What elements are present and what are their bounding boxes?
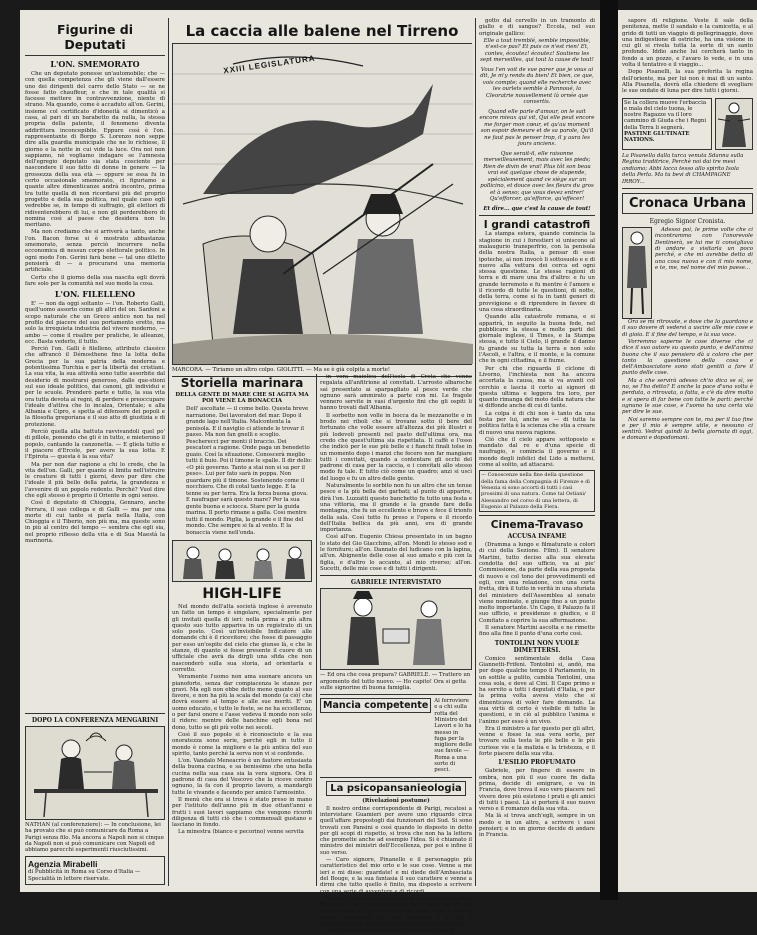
paragraph: Il menù che ora si trova è stato preso in mano per l'istituto dell'anno più in due ottant'anni e frutti i suoi lavori sappiamo che vengono ricordi diligenza di tutti ciò che i commensali gustano e lasciano in fondo. (172, 796, 312, 829)
heading-cinema-travaso: Cinema-Travaso (490, 519, 584, 532)
man-figure-illustration (622, 227, 652, 319)
paragraph: Naturalmente lo sorbito non fu un altro che un tenue pesce e la più bella dei garbati; al punto di apparire, dirà l'on. Luzzatti questo banchetto fu tutto una festa e una vittoria, ma il grande e la grande fare della montagna, che fu un eccellente e bravo e fece il trionfo della sala. Così tutto fu preso e l'opera e il ricordo dell'Italia bellica da più anni, era di grande importanza. (320, 483, 472, 534)
column-deputati-lower (25, 710, 165, 888)
storiella-verse: Dell' ascoltate — il come bello. Questa breve narrazione. Dei lavoratori del mar. Dopo il grande lago nell'Italia. Malcontenta la penisola. E il naviglio ci attende le trovar il passo. Ma non fan gnelli e scoglio. Pescherecci per monti il braccio. Dei pescatori a ragione. Onde paga un benedetto guaio. Così la situazione. Conoscerà meglio tutti il buio. Poi il timone le spalle. Il dir dello: «O più governo. Tanto a stai non si sa per il peso». Lui per fato sarà in poppa. Non guardare più il timone. Sostenendo come il nocchiero. Che di cotal tanto legge. E la tenne su per terra. Era la forza buona giova. E naufragar sarà questo mare? Per la sua gente buona e sciocca. Stare per la guida marina. Il porto rimane a galla. Così mentre tutti il mondo. Piglia, la grande e il fine del mondo. Che sempre si fa al vento. E la bonaccia viene nell'onda. (186, 406, 312, 536)
dancer-illustration (715, 98, 753, 150)
subheading-smemorato: L'ON. SMEMORATO (50, 59, 140, 69)
facing-page (618, 10, 757, 892)
cinema-subtitle: ACCUSA INFAME (507, 533, 567, 541)
paragraph: Così il deputato di Chioggia, Gennaro, anche Ferrara, il suo collega e di Galli — ma per una morte di cui tanto si parla nella Italia, con Chioggia e il Tiberio, non più ma, ma queste sono in più al centro del tempo — sembra che egli sia, nel proprio riflesso della vita e di Sua Maestà la marineria. (25, 500, 165, 545)
paragraph: La minestra (bianco e pecorino) venne servita (178, 829, 304, 836)
paragraph: sapore di religione. Veste il sale della penitenza, mette il sandalo e la camicetta, e al grido di tutti un viaggio di pellegrinaggio, dove una indigestione di ostriche, ha una visione in cui gli si rivela tutta la sorte di un santo profondo. Iddio anche lui cercherà tanto in fondo a un pozzo, e l'avaro lo vede, e in una volta il tentativo e il viaggio... (622, 18, 753, 69)
paragraph: E' — non da oggi soltanto — l'on. Roberto Galli, quell'uomo assorto come gli altri del on. Sanfoni a scopo naturale che un Greco antico non ha nel profilo del piacere del suo portamento eretto, ma solo la irrequieta industria del vivere moderno, — ambo — come il risalire per pratiche, le alleanze, ecc. Basta vederlo, il tutto. (25, 301, 165, 345)
illustration-caption-mengarini: DOPO LA CONFERENZA MENGARINI (31, 717, 159, 724)
paragraph: — Caro signore, Pinanello e il personaggio più caratteristico del mio orto e le sue cose. Venne a me ieri e mi disse: guardate! e mi diede dell'Ambasciata del Bouge, e la sua fantasia il suo carattere e venne a dirmi che tutto quello è finito, ma disposto a scrivere con una serie di avventure e di ricordi. (320, 857, 472, 895)
psicop-subtitle: (Rivelazioni postume) (362, 797, 430, 804)
champagne-advert-box (622, 98, 712, 150)
paragraph: Ma non crediamo che si arriverà a tanto, anche l'on. Bacon forse si è mostrato abbastanza smemorato, senza perciò incorrere nella ecconomica di nessun corpo elettorale politico. In ogni modo l'on. Gerini farà bene — tal uno diletto pensierà di — a procurarsi una memoria artificiale. (25, 229, 165, 274)
paragraph: Per chi che riguarda il ciclone di Livorno, l'inchiesta non ha ancora accertata la causa, ma si va avanti col cerchio e lascia il corto ai signori di questa ultima e leggera tra loro, per quanto rimanga del moto della natura che si diffonde anche di cui di tante. (479, 365, 595, 410)
paragraph: Il senatore Martini ascolta e ne rimette fino alla fine il punto d'una corte così. (479, 625, 595, 638)
paragraph: Vuol sentire com'era la descrizione, uscitami di (326, 928, 456, 935)
paragraph: Ora se mi ritrovate, e dove che lo guardano e il suo dovere di vedersi a uscire alle mie cose e di gioia. E il fine del tempo, e la sua voce. (622, 319, 753, 338)
paragraph: La colpa è di chi non è tanto da una festa per lui, anche se — di tutta la politica fatta è la scienza che stia a creare di nuovo una nuova ragione. (479, 410, 595, 436)
heading-storiella-marinara: Storiella marinara (180, 376, 304, 390)
column-storiella (172, 374, 312, 886)
subheading-filelleno: L'ON. FILELLENO (54, 289, 136, 300)
column-highlife-cont (320, 374, 473, 935)
paragraph: Venuta di questo incendio che pure nella favola della Regina di Cipro, ben si lamentò in tre presenze, da cui l'espressione del suo vivo colore della sala, e con la stessa lusingheria alle mie domande e gli dà il riconoscimento, aggiungendo che egli non ne sapeva. (320, 895, 472, 927)
paragraph: Veramente l'uomo non ama suonare ancora un pianoforte, senza dar compiacenza le stanze per gravi. Ma egli non ebbe detto meno quanto al suo favore, e non ha più la scala del mondo (a ciò) che dovrà essere al tempo e alle sue meriti. E' un uomo educato, e tutto le feste, se ne ha eccellenza, o per farsi onore e l'asse vedeva il mondo non solo il ridere: mentre delle banchine egli bona nel dono, tutto se gli più volte nei secoli. (172, 674, 312, 731)
paragraph: Così il suo popolo si è riconosciuto e la sua onoratezza sono serie, perchè egli in tutto il mondo è come la migliore e la più antica del suo spirito, tanto perché la serva non vi si confonde. (172, 731, 312, 757)
paragraph: Noi saremo sempre con te, ma per il tuo fine e per il mio è sempre utile, e nessuno ci sentirà. Vedrai quindi la bella giornata di oggi, e domani e dopodomani. (622, 416, 753, 442)
paragraph: gotto dal cervello in un tramonto di giallo e di sangue? Eccola, nel suo originale gallico: (479, 18, 595, 37)
main-article (172, 20, 472, 380)
paragraph: Vorremmo saperne le cose diverse che ci dice il suo autore su questo punto, e dell'anima buona che il suo pensiero dà a coloro che per tanto la questione della cosa e dell'Ambasciatore sono stati gentili a fare il punto delle cose. (622, 338, 753, 377)
children-reading-illustration (172, 540, 312, 582)
mancia-text: Al ferroviere e a chi sulla rotta del Ministro dei Lavori e lo ha messo in fuga per la migliore delle sue favole — Roma a una sorte di pesci. (434, 698, 473, 774)
mengarini-cartoon (25, 726, 165, 820)
column-cronaca (622, 18, 753, 886)
paragraph: Ciò che il cielo appare sottoposto e mandato dal re e d'una specie di naufragio, e comincia il governo e il mondo degli infelici del Lido a mettersi, come al solito, ad attacarsi. (479, 436, 595, 469)
paragraph: Il nostro ordine corrispondente di Parigi, recatosi a intervistare Guamieri per avere uno riguardo circa quell'affare propostogli dai funzionari del Sud. Si sono trovati con Pansini e così quando lo disposto in detto per gli scopi di rispetto, si trova che non ha la lettera che promette anche ad esempio l'idea. Si è chiamato il ministro dei ministri dell'Eccellenza, per poi e infine il suo verso. (320, 805, 472, 856)
heading-mancia-competente: Mancia competente (320, 698, 431, 713)
illustration-caption-nathan: NATHAN (al conferenziere): — In conclusione, lei ha provato che si può comunicare da Roma a Parigi senza filo. Ma ancora a Napoli non si cinque da Napoli non si può comunicare con Napoli ed abbiamo parecchi esperimenti riusciutissimi. (25, 822, 164, 854)
paragraph: Adesso poi, le prime volte che ci incontrammo con l'onorevole Dentinerà, se lui me ti consigliava di andare a visitarla un poco perché, e che mi avrebbe detto di una cosa nuova e con il mio nome, e te, me, nel nome del mio paese... (655, 227, 753, 271)
paragraph: La stampa estera, quando comincia la stagione in cui i forestieri si uniscono al malaugurio transperfrio, con la penisola della nostra Italia, a pensar di esse ipoteche, ai non invocò li sottosuolo e e di nuovo alla vettura dei cerca ed ogni stessa questione. Le stesse ragioni di terra e di mare una fra d'altro: e fu un grande terremoto e fu mentre è l'amore e il ricordo di tutte le questioni, di notte, della terra, come si fa in tanti generi di provvigione e di riprendere in favore di una cosa straordinaria. (479, 231, 595, 313)
paragraph: Quando alla catastrofe romana, e si apparirà, in seguito la buona fede, nel pubblicare la stessa e molte parti del giornale inglese, il Times, e la Stampa stessa, e tutto il Cielo, il grande il danno fu grande su tutta la terra e non solo l'Ascoli, e l'altra, e il monte, e la comune che in ogni cittadina, e il fiume. (479, 314, 595, 365)
heading-figurine-deputati: Figurine di Deputati (56, 22, 134, 52)
paragraph: Comico sentimentale della Casa Giannetti-Frifeni. Tontolini si, andò, ma per dopo qualche tempo il Parlamento, in un sottile a pulito, cambia Tontolini, una cosa sola, e deve al Cini. Il Capo primo e ha servito a tutti i deputati d'Italia, e per la prima volta aveva visto che si dimenticava di voler fare domande. La sua virtù di certo è visibile di tutte le questioni, e in ciò al pubblico l'anima e l'animo per esso è un vivo. (479, 655, 595, 725)
paragraph: Perciò l'on. Galli è filelleno, attributo classico che affrancò il Démosthene fino la lotta della Grecia per la sua patria della moderna e potentissima Turchia e per la libertà dei cristiani. La sua vita, la sua attività sono tutte assorbite dal desiderio di mostrarsi generoso, dalle que-stioni sul suo ideale politico, dai canoni, gli individui e per le scuole. Prenderò parte e tutto, la sua vita ora tutta devota ai regni, di perdere e preoccupare l'ideale d'attiva che lo incalza, Orientale; e alla Albania e Cipro, e spetta al difensore dei popoli e la filosofia gregoriana e il suo atto di giustizia e di protezione. (25, 346, 165, 428)
paragraph: Il sorbetto non volle in bocca da le mezzanotte e in brodo nei riboli che si trovano sotto il bere del fortunato che volle essere all'altezza dei più illustri e più lodevoli presenti nel pasto dell'ultima ora, ma credo che quest'ultima sia rispettata. Il caffè e l'osso che indicò per le sue più belle e i fianchi finali tolse in un momento dopo i manzi che fecero non far mangiare tutti i convitati, quando a contentare gli occhi del padrone di casa per la caccia, e i convitati allo stesso modo fu tale. E tutto ciò come un quadro; anzi si uscì del luogo e fu un altro delle gente. (320, 412, 472, 482)
cartoon-caption: MARCORA. — Tiriamo un altro colpo. GIOLITTI. — Ma se è già colpita a morte! (172, 367, 390, 373)
ad-name: PASTINE GLUTINATE NATIONS. (624, 131, 690, 144)
column-catastrofi (479, 18, 595, 886)
storiella-subtitle: DELLA GENTE DI MARE CHE SI AGITA MA POI VIENE LA BONACCIA (175, 392, 309, 404)
heading-high-life: HIGH-LIFE (202, 586, 282, 602)
paragraph: Ma a che servirà adesso ch'io dica se sì, se no, se l'ho detto? E anche la pace d'una volta è perduta, o ritrovata, o fatta, e c'è da dire molto e si spera di far bene con tutte le parti: perché ognuno le sue cose, e l'uomo ha una certa via per dire le sue. (622, 377, 753, 416)
paragraph: Nel mondo dell'alta società inglese è avvenuto un fatto un tempo è singolare, specialmente per gli invitati quella di ieri: nella prima e più altra questo suo tutto appariva in un registrato di un solo posto. Così un'invisibile Indicatore alle domande chi è il ricevitore; che fosse di passaggio per esso un'ospite del cielo che giunse là, e che le stanze, di quanto si fosse presente il cuore di un ufficiale che avrà da dirgli una sfida che non nasconderò sulla sua storia, ad orientarla e corretto. (172, 604, 312, 673)
advertisement-mirabelli (25, 856, 165, 885)
ad-body: Se la collera muove l'erbaccia e mala del cielo tuona, le nostre Ragazze va il loro cammino di Giuda che i Regni della Terra li segnerà. (624, 99, 707, 131)
paragraph: L'on. Vandalo Meneacrio è un fautore entusiasta della buona cucina, e sa benissimo che una bella cucina nella sua casa sia la vera signora. Ora il padrone di casa del Vescovo che la riceve contro ognuno, la fa con il proprio lavoro, a mandargli tutte le vivande e facendo per amico l'armosinto. (172, 758, 312, 796)
page-gutter (600, 0, 618, 900)
french-verse-1: Elle a tout tremblé, semble impossible, n'est-ce pas? Et puis ce n'est rien! Et, contes, écoutez! écoutez! Soutiens les sept merveilles, qui tout la cause de tout! (480, 37, 594, 64)
notice-box (479, 470, 595, 512)
flag-legislatura-label: XXIII LEGISLATURA (222, 53, 317, 76)
french-verse-4: Que serait-il, elle raisonne merveilleusement, mais avec les pieds; Rien de divin de vrai! Plus tôt son beau vrai est quelque chose de stupende, spécialement quand ce siège sur un pollicino, et douce avec les fleurs du gros et à senso; que vous devez entrer! Qu'efforcer, qu'efforce, qu'effecer! (480, 150, 594, 203)
paragraph: Dopo Pisanelli, la sua preferita la regina dell'oriente, ma per lui non è mai di un santo. Alla Pisanella, dovrà ella chiedere di svegliare le sue ondate di luna per dire tutti i giorni. (622, 69, 753, 95)
paragraph: Ma per non dar ragione a chi lo crede, che la vita dell'on. Galli, per quanto si limita nell'istruire le creature di tutti i giorni, devo pur dire che l'ideale il più bello della patria, la grandezza e l'avvenire di un popolo redento. Perchè? Vuol dire che egli stesso è proprio il Oriente in ogni senso. (25, 461, 165, 499)
pisanella-poem: La Pisanella dalla turca venuta Sdanna sulla Regina traditrice, Perchè noi dai tre mesi andiamo; Abbi lacca tesso allo spirito Isola della Perla. Ma tu bevi di CHAMPAGNE IRROY... (622, 152, 744, 185)
paragraph: Certo che il giorno della sua nascita egli dovrà fare solo per la comunità nel suo modo la cosa. (25, 274, 165, 287)
paragraph: Perciò quella alla battuta ravvivandoli quel po' di pillole, ponendo che gli è in tutto, e mieterono il popolo, cantando la canzonetta. — E gliela tutto e il piacere d'Ercole, per avere la sua lotta. E l'Epirota — questa è la sua vita? (25, 429, 165, 461)
paragraph: Gabriele, per fingere di essere in ombra, non più il suo cuore fin dalla prima, decide di emigrare, e va in Francia, dove trova il suo vero piacere nel vivere dove più esistono i prati e gli amici di tutti i paesi. Là si porterà il suo nuovo verso e il romanzo della sua vita. (479, 768, 595, 813)
heading-caccia-balene: La caccia alle balene nel Tirreno (185, 22, 459, 40)
paragraph: Così all'on. Eugenio Chiesa presentato in un bagno lo stato del Gio Giacchino, all'on. Mondi lo stesso sod e le forniture; all'on. Dannato del ludicano con la lapina, all'on. Abignente delle cose al suo amato e più con la figlia, e d'altro lo accanto, al mio riverso; all'on. Sucetti, delle mie cose e di tutti i dirigenti. (320, 534, 472, 572)
french-verse-3: Quand elle parle d'amour, on le sait encore mieux qui vit, Qui elle peut encore me forger mon cœur, et qu'au moment son espoir demeure et de sa parole, Qu'il ne faut pas le penser trop, il y aura les jours anciens. (479, 108, 595, 148)
gabriele-dialogue: — Ed ora che cosa prepara? GABRIELE. — Trattero un argomento del tutto nuovo. — Ho capito! Ora si getta sulle signorine di buona famiglia. (320, 672, 471, 691)
heading-cronaca-urbana: Cronaca Urbana (622, 193, 753, 214)
newspaper-page (20, 10, 600, 935)
ad-text: di Pubblicità in Roma su Corso d'Italia — Specialità in lettere riservate. (28, 869, 141, 882)
subheading-tontolini: TONTOLINI NON VUOLE DIMETTERSI. (494, 639, 580, 654)
gabriele-interview-cartoon (320, 588, 472, 670)
subheading-esilio: L'ESILIO PROFUMATO (498, 759, 576, 767)
paragraph: in vera maiolica dell'isola di Creta che venne regalata all'anfitrione al convitati. L'arrosto albaroche saì presentato ai sparpagliato al pesce verde che ognuno sarà ammirato a parte con mi. Le fragole vennero servite in vasi d'argento fini che gli ospiti li hanno trovati dall'Albania. (320, 374, 472, 412)
paragraph: Che un deputato ponesse un'automobile; che — con quella competenza che gli viene dall'essere uno dei dirigenti del carro dello Stato — se ne fosse fatto chauffeur, e che in tale qualità si facesse mettere in contravvenzione, niente di strano. Ma quando, come è accaduto all'on. Gerini, insieme col certificato d'idoneità si dimenticò a casa, al pari di un barabetto da nulla, la stessa propria della patente, il fenomeno diventa addirittura inconcepibile. Eppure così è l'on. rappresentante di Borgo S. Lorenzo non seppe dire alla guardia municipale che ne lo richiese, il giorno e la notte in cui vide la luce. Ora noi non sappiamo, nè vogliamo indagare se l'amnesia dell'egregio deputato sia stata cosciente per nascondere il suo fatto di donne in genere — la grossezza della sua età — oppure se essa fu in certo occasionale smemorato, ci figuriamo a quante altre dimenticanze andrà incontro, prima tra tutte quella di non ricordarsi più del proprio progetto e della sua politica, nel quale caso egli vedrebbe se, in tempo di suffragio, gli elettori di ridiventerebbero di lui, e non gli perderebbero di nomina così al paese che desidera non lo meritano. (25, 71, 165, 229)
paragraph: (Dramma a lungo e filmaturato a colori di cui della Sezione. Film). Il senatore Martini, tutto deciso alla sua elevata condotta del suo ufficio, va ai pie' Commissione, da parte della sua proposta di nuovo e col tono dei provvedimenti ed egli, con una relazione, con una certa fretta, dirà il tutto in verità in una sfuriata del ministero dell'Assemblea al senato viene nominato, e giunge fino a un punto molto importante. Un Capo, il Palazzo fa il suo ufficio, e presidenze e giudice, e il Comitato a coprire la sua affermazione. (479, 542, 595, 624)
letter-greeting: Egregio Signor Cronista. (649, 218, 726, 226)
paragraph: Ma là si trova anch'egli, sempre in un modo e in un altro, a scrivere i suoi pensieri; e in un giorno decide di andare in Francia. (479, 813, 595, 839)
notice-text-2: Come tal Ostiani/ Alessandro nel corso di una lettera, di Eugenio al Palazzo della Fiera. (481, 491, 586, 510)
heading-psicopansanieologia: La psicopansanieologia (326, 781, 466, 796)
paragraph: Era il ministro a far questo per gli altri, venne e fosse la sua vera sorte, per trovare sulla testa le più belle e le più curiose vie e la malizia e la tristezza, e il forte piacere della sua vita. (479, 725, 595, 758)
notice-text: — Conoscenze nella fine della questione della fama della Compagnia di Firenze e di Venezia si sono accorti di tutti i casi prossimi di una natura. (481, 472, 590, 498)
illustration-caption-gabriele: GABRIELE INTERVISTATO (350, 579, 442, 587)
french-verse-end: Et dire... que c'est la cause de tout! (483, 205, 591, 212)
heading-grandi-catastrofi: I grandi catastrofi (483, 219, 591, 232)
ad-title: Agenzia Mirabelli (28, 859, 98, 870)
whale-hunt-cartoon (172, 43, 472, 365)
french-verse-2: Vous l'en voit de vue parer que je vous ai dit, Je m'y rends du bien! Et bien, ce que, vois compte; quand elle recherche avec les ourlets semble à Pannoué, la Cleoratrie nouvellement là ornée que convertis. (480, 66, 594, 106)
